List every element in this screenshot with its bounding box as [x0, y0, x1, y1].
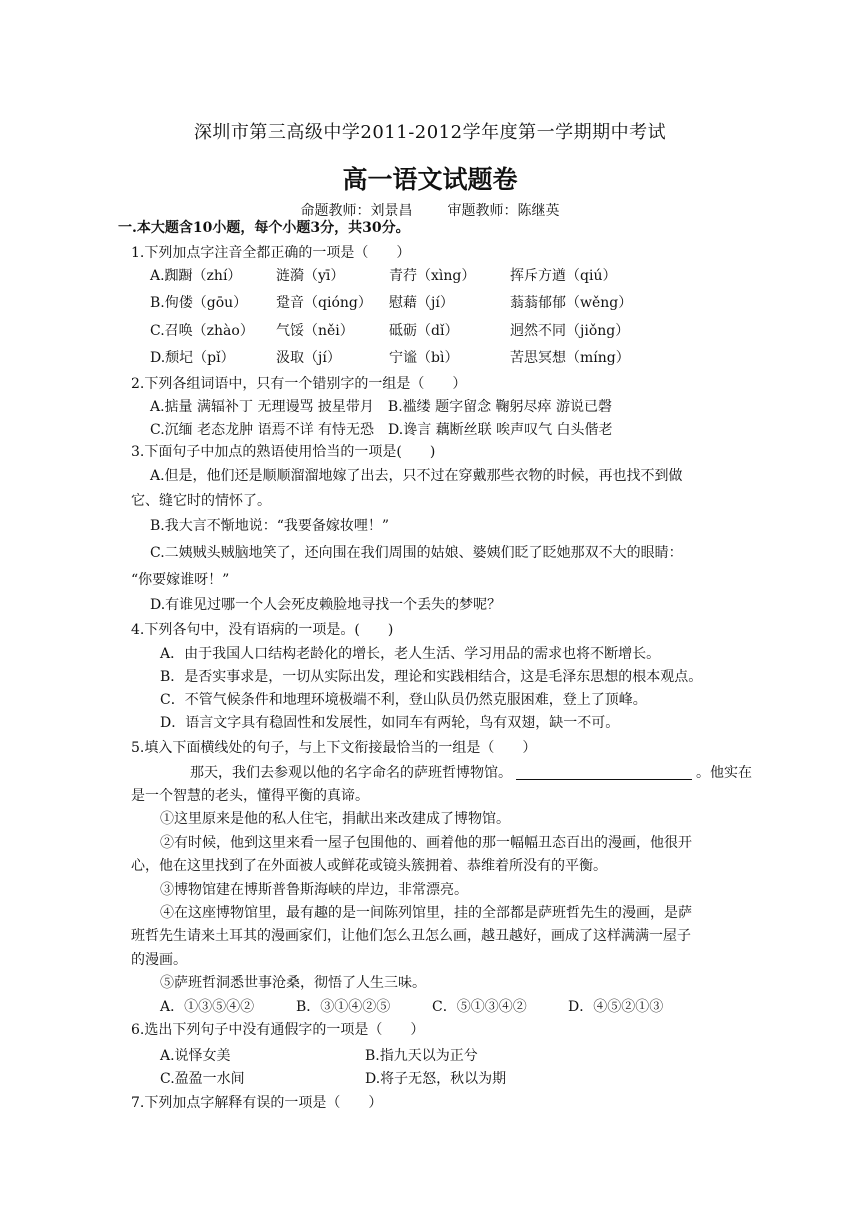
q3-stem: 3.下面句子中加点的熟语使用恰当的一项是( )	[131, 444, 436, 460]
q1-option-row	[150, 349, 630, 367]
q5-choice-a: A．①③⑤④②	[160, 999, 255, 1015]
teacher-info	[0, 200, 860, 220]
q3-option-c-cont: “你要嫁谁呀！”	[131, 572, 230, 588]
q1-option-row	[150, 322, 629, 340]
q1-d-3: 宁谧（bì）	[389, 350, 459, 366]
q5-choice-d: D．④⑤②①③	[568, 999, 664, 1015]
q1-c-4: 迥然不同（jiǒng）	[510, 323, 630, 339]
q1-c-2: 气馁（něi）	[276, 323, 354, 339]
q1-a-1: A.踟蹰（zhí）	[150, 268, 242, 284]
q5-choices	[160, 998, 663, 1016]
q7-stem: 7.下列加点字解释有误的一项是（ ）	[131, 1095, 383, 1111]
q3-option-a: A.但是，他们还是顺顺溜溜地嫁了出去，只不过在穿戴那些衣物的时候，再也找不到做	[150, 468, 683, 484]
q5-passage-line2: 是一个智慧的老头，懂得平衡的真谛。	[131, 788, 369, 804]
q4-option-d: D．语言文字具有稳固性和发展性，如同车有两轮，鸟有双翅，缺一不可。	[160, 715, 620, 731]
q3-option-a-cont: 它、缝它时的情怀了。	[131, 493, 271, 509]
q5-passage-before: 那天，我们去参观以他的名字命名的萨班哲博物馆。	[190, 765, 512, 781]
q1-stem: 1.下列加点字注音全都正确的一项是（ ）	[131, 245, 411, 261]
q1-b-2: 跫音（qióng）	[276, 295, 372, 311]
paper-title: 高一语文试题卷	[342, 165, 518, 194]
q5-passage-line1	[190, 764, 752, 782]
q1-a-4: 挥斥方遒（qiú）	[510, 268, 617, 284]
q6-option-d: D.将子无怒，秋以为期	[365, 1071, 507, 1087]
q6-option-a: A.说怿女美	[160, 1048, 231, 1064]
q6-option-c: C.盈盈一水间	[160, 1071, 245, 1087]
q1-b-4: 蓊蓊郁郁（wěng）	[510, 295, 633, 311]
school-exam-heading: 深圳市第三高级中学2011-2012学年度第一学期期中考试	[193, 122, 667, 143]
q5-sentence-2: ②有时候，他到这里来看一屋子包围他的、画着他的那一幅幅丑态百出的漫画，他很开	[160, 835, 692, 851]
q5-stem: 5.填入下面横线处的句子，与上下文衔接最恰当的一组是（ ）	[131, 740, 537, 756]
q6-stem: 6.选出下列句子中没有通假字的一项是（ ）	[131, 1022, 425, 1038]
q6-option-b: B.指九天以为正兮	[365, 1048, 478, 1064]
q2-options-ab: A.掂量 满辐补丁 无理谩骂 披星带月 B.褴缕 题字留念 鞠躬尽瘁 游说已磬	[150, 399, 612, 415]
q4-option-b: B．是否实事求是，一切从实际出发，理论和实践相结合，这是毛泽东思想的根本观点。	[160, 669, 703, 685]
q1-a-3: 青荇（xìng）	[389, 268, 476, 284]
q1-b-1: B.佝偻（gōu）	[150, 295, 248, 311]
q1-c-1: C.召唤（zhào）	[150, 323, 254, 339]
q6-options-ab	[160, 1047, 478, 1065]
q4-stem: 4.下列各句中，没有语病的一项是。( )	[131, 622, 394, 638]
q5-sentence-1: ①这里原来是他的私人住宅，捐献出来改建成了博物馆。	[160, 811, 510, 827]
q5-answer-blank	[516, 765, 692, 780]
q5-choice-c: C．⑤①③④②	[432, 999, 527, 1015]
section-heading: 一.本大题含10小题，每个小题3分，共30分。	[118, 220, 410, 236]
q4-option-a: A．由于我国人口结构老龄化的增长，老人生活、学习用品的需求也将不断增长。	[160, 646, 661, 662]
q5-choice-b: B．③①④②⑤	[296, 999, 391, 1015]
q1-b-3: 慰藉（jí）	[389, 295, 454, 311]
q5-sentence-4: ④在这座博物馆里，最有趣的是一间陈列馆里，挂的全部都是萨班哲先生的漫画，是萨	[160, 905, 692, 921]
setter-teacher: 命题教师：刘景昌	[300, 203, 413, 219]
q3-option-d: D.有谁见过哪一个人会死皮赖脸地寻找一个丢失的梦呢？	[150, 597, 502, 613]
q1-c-3: 砥砺（dǐ）	[389, 323, 459, 339]
q1-d-4: 苦思冥想（míng）	[510, 350, 630, 366]
q5-passage-after: 。他实在	[696, 765, 752, 781]
q5-sentence-5: ⑤萨班哲洞悉世事沧桑，彻悟了人生三味。	[160, 975, 426, 991]
q6-options-cd	[160, 1070, 506, 1088]
q1-option-row	[150, 294, 632, 312]
q2-stem: 2.下列各组词语中，只有一个错别字的一组是（ ）	[131, 376, 467, 392]
q5-sentence-4-end: 的漫画。	[131, 952, 187, 968]
q5-sentence-2-cont: 心，他在这里找到了在外面被人或鲜花或镜头簇拥着、恭维着所没有的平衡。	[131, 858, 607, 874]
q1-option-row	[150, 267, 616, 285]
q2-options-cd: C.沉缅 老态龙肿 语焉不详 有恃无恐 D.谗言 藕断丝联 唉声叹气 白头偕老	[150, 422, 613, 438]
q1-d-1: D.颓圮（pǐ）	[150, 350, 235, 366]
q5-sentence-4-cont: 班哲先生请来土耳其的漫画家们，让他们怎么丑怎么画，越丑越好，画成了这样满满一屋子	[131, 928, 691, 944]
reviewer-teacher: 审题教师：陈继英	[447, 203, 560, 219]
q1-a-2: 涟漪（yī）	[276, 268, 345, 284]
q5-sentence-3: ③博物馆建在博斯普鲁斯海峡的岸边，非常漂亮。	[160, 882, 468, 898]
q3-option-b: B.我大言不惭地说：“我要备嫁妆哩！”	[150, 518, 390, 534]
q4-option-c: C．不管气候条件和地理环境极端不利，登山队员仍然克服困难，登上了顶峰。	[160, 692, 647, 708]
q1-d-2: 汲取（jí）	[276, 350, 341, 366]
q3-option-c: C.二姨贼头贼脑地笑了，还向围在我们周围的姑娘、婆姨们眨了眨她那双不大的眼睛：	[150, 545, 683, 561]
